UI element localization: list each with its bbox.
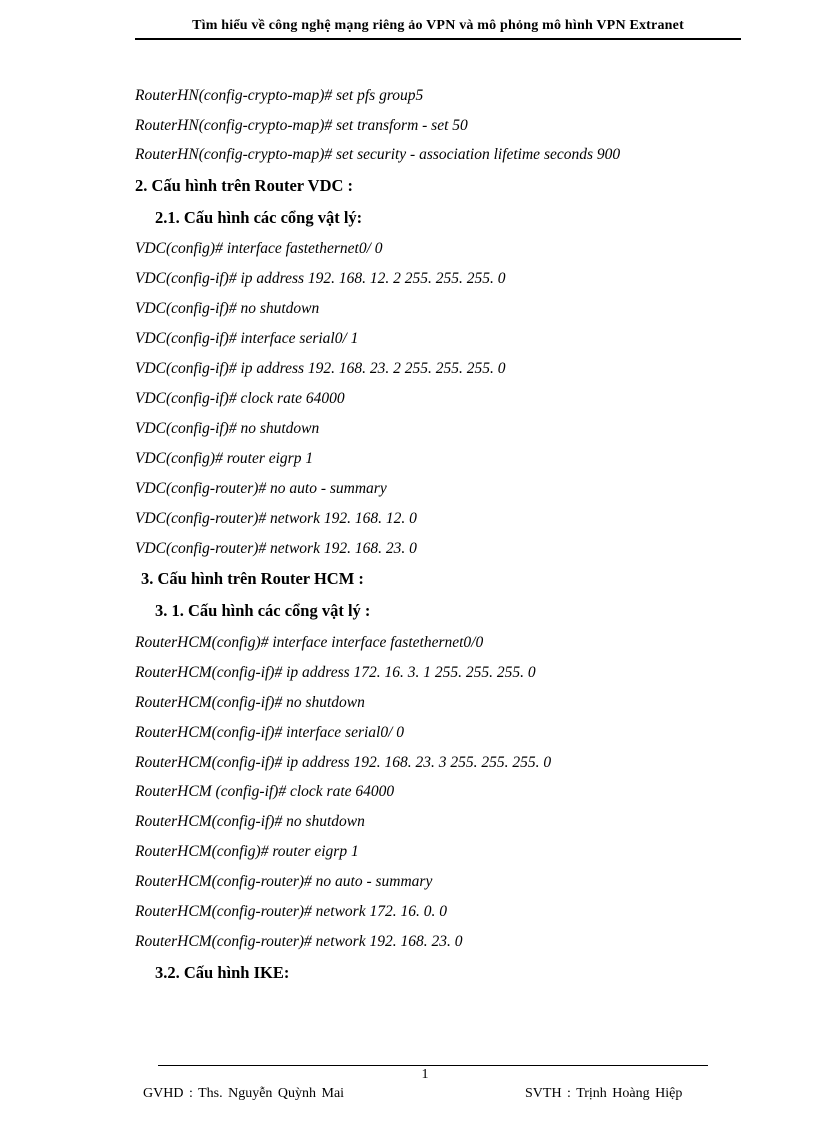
config-line: RouterHCM(config-router)# no auto - summary [135,873,433,890]
config-line: RouterHN(config-crypto-map)# set pfs group5 [135,87,424,104]
config-line: VDC(config-if)# no shutdown [135,300,320,317]
subsection-heading: 3. 1. Cấu hình các cổng vật lý : [155,601,371,620]
config-line: RouterHCM(config-if)# no shutdown [135,813,365,830]
config-line: RouterHCM (config-if)# clock rate 64000 [135,783,395,800]
config-line: RouterHCM(config-router)# network 172. 16. 0. 0 [135,903,447,920]
section-heading: 3. Cấu hình trên Router HCM : [141,569,364,588]
config-line: RouterHCM(config-if)# no shutdown [135,694,365,711]
footer-divider [158,1065,708,1066]
config-line: RouterHCM(config-if)# interface serial0/ 0 [135,724,405,741]
config-line: VDC(config-router)# network 192. 168. 12. 0 [135,510,417,527]
config-line: RouterHCM(config)# interface interface fastethernet0/0 [135,634,484,651]
page-header-title: Tìm hiểu về công nghệ mạng riêng ảo VPN và mô phỏng mô hình VPN Extranet [192,18,684,33]
config-line: VDC(config-router)# network 192. 168. 23. 0 [135,540,417,557]
footer-student: SVTH : Trịnh Hoàng Hiệp [525,1086,683,1101]
header-divider [135,38,741,40]
config-line: RouterHCM(config-router)# network 192. 168. 23. 0 [135,933,463,950]
config-line: VDC(config-if)# no shutdown [135,420,320,437]
config-line: RouterHCM(config)# router eigrp 1 [135,843,359,860]
config-line: VDC(config-if)# ip address 192. 168. 12. 2 255. 255. 255. 0 [135,270,506,287]
config-line: VDC(config-if)# interface serial0/ 1 [135,330,359,347]
config-line: RouterHCM(config-if)# ip address 172. 16. 3. 1 255. 255. 255. 0 [135,664,536,681]
subsection-heading: 2.1. Cấu hình các cổng vật lý: [155,208,363,227]
config-line: RouterHCM(config-if)# ip address 192. 168. 23. 3 255. 255. 255. 0 [135,754,552,771]
footer-advisor: GVHD : Ths. Nguyễn Quỳnh Mai [143,1086,345,1101]
section-heading: 2. Cấu hình trên Router VDC : [135,176,354,195]
config-line: VDC(config-if)# ip address 192. 168. 23. 2 255. 255. 255. 0 [135,360,506,377]
config-line: VDC(config-router)# no auto - summary [135,480,387,497]
config-line: RouterHN(config-crypto-map)# set security - association lifetime seconds 900 [135,146,621,163]
subsection-heading: 3.2. Cấu hình IKE: [155,963,290,982]
config-line: VDC(config-if)# clock rate 64000 [135,390,345,407]
page-number: 1 [421,1067,429,1082]
config-line: VDC(config)# interface fastethernet0/ 0 [135,240,383,257]
config-line: RouterHN(config-crypto-map)# set transform - set 50 [135,117,468,134]
config-line: VDC(config)# router eigrp 1 [135,450,314,467]
